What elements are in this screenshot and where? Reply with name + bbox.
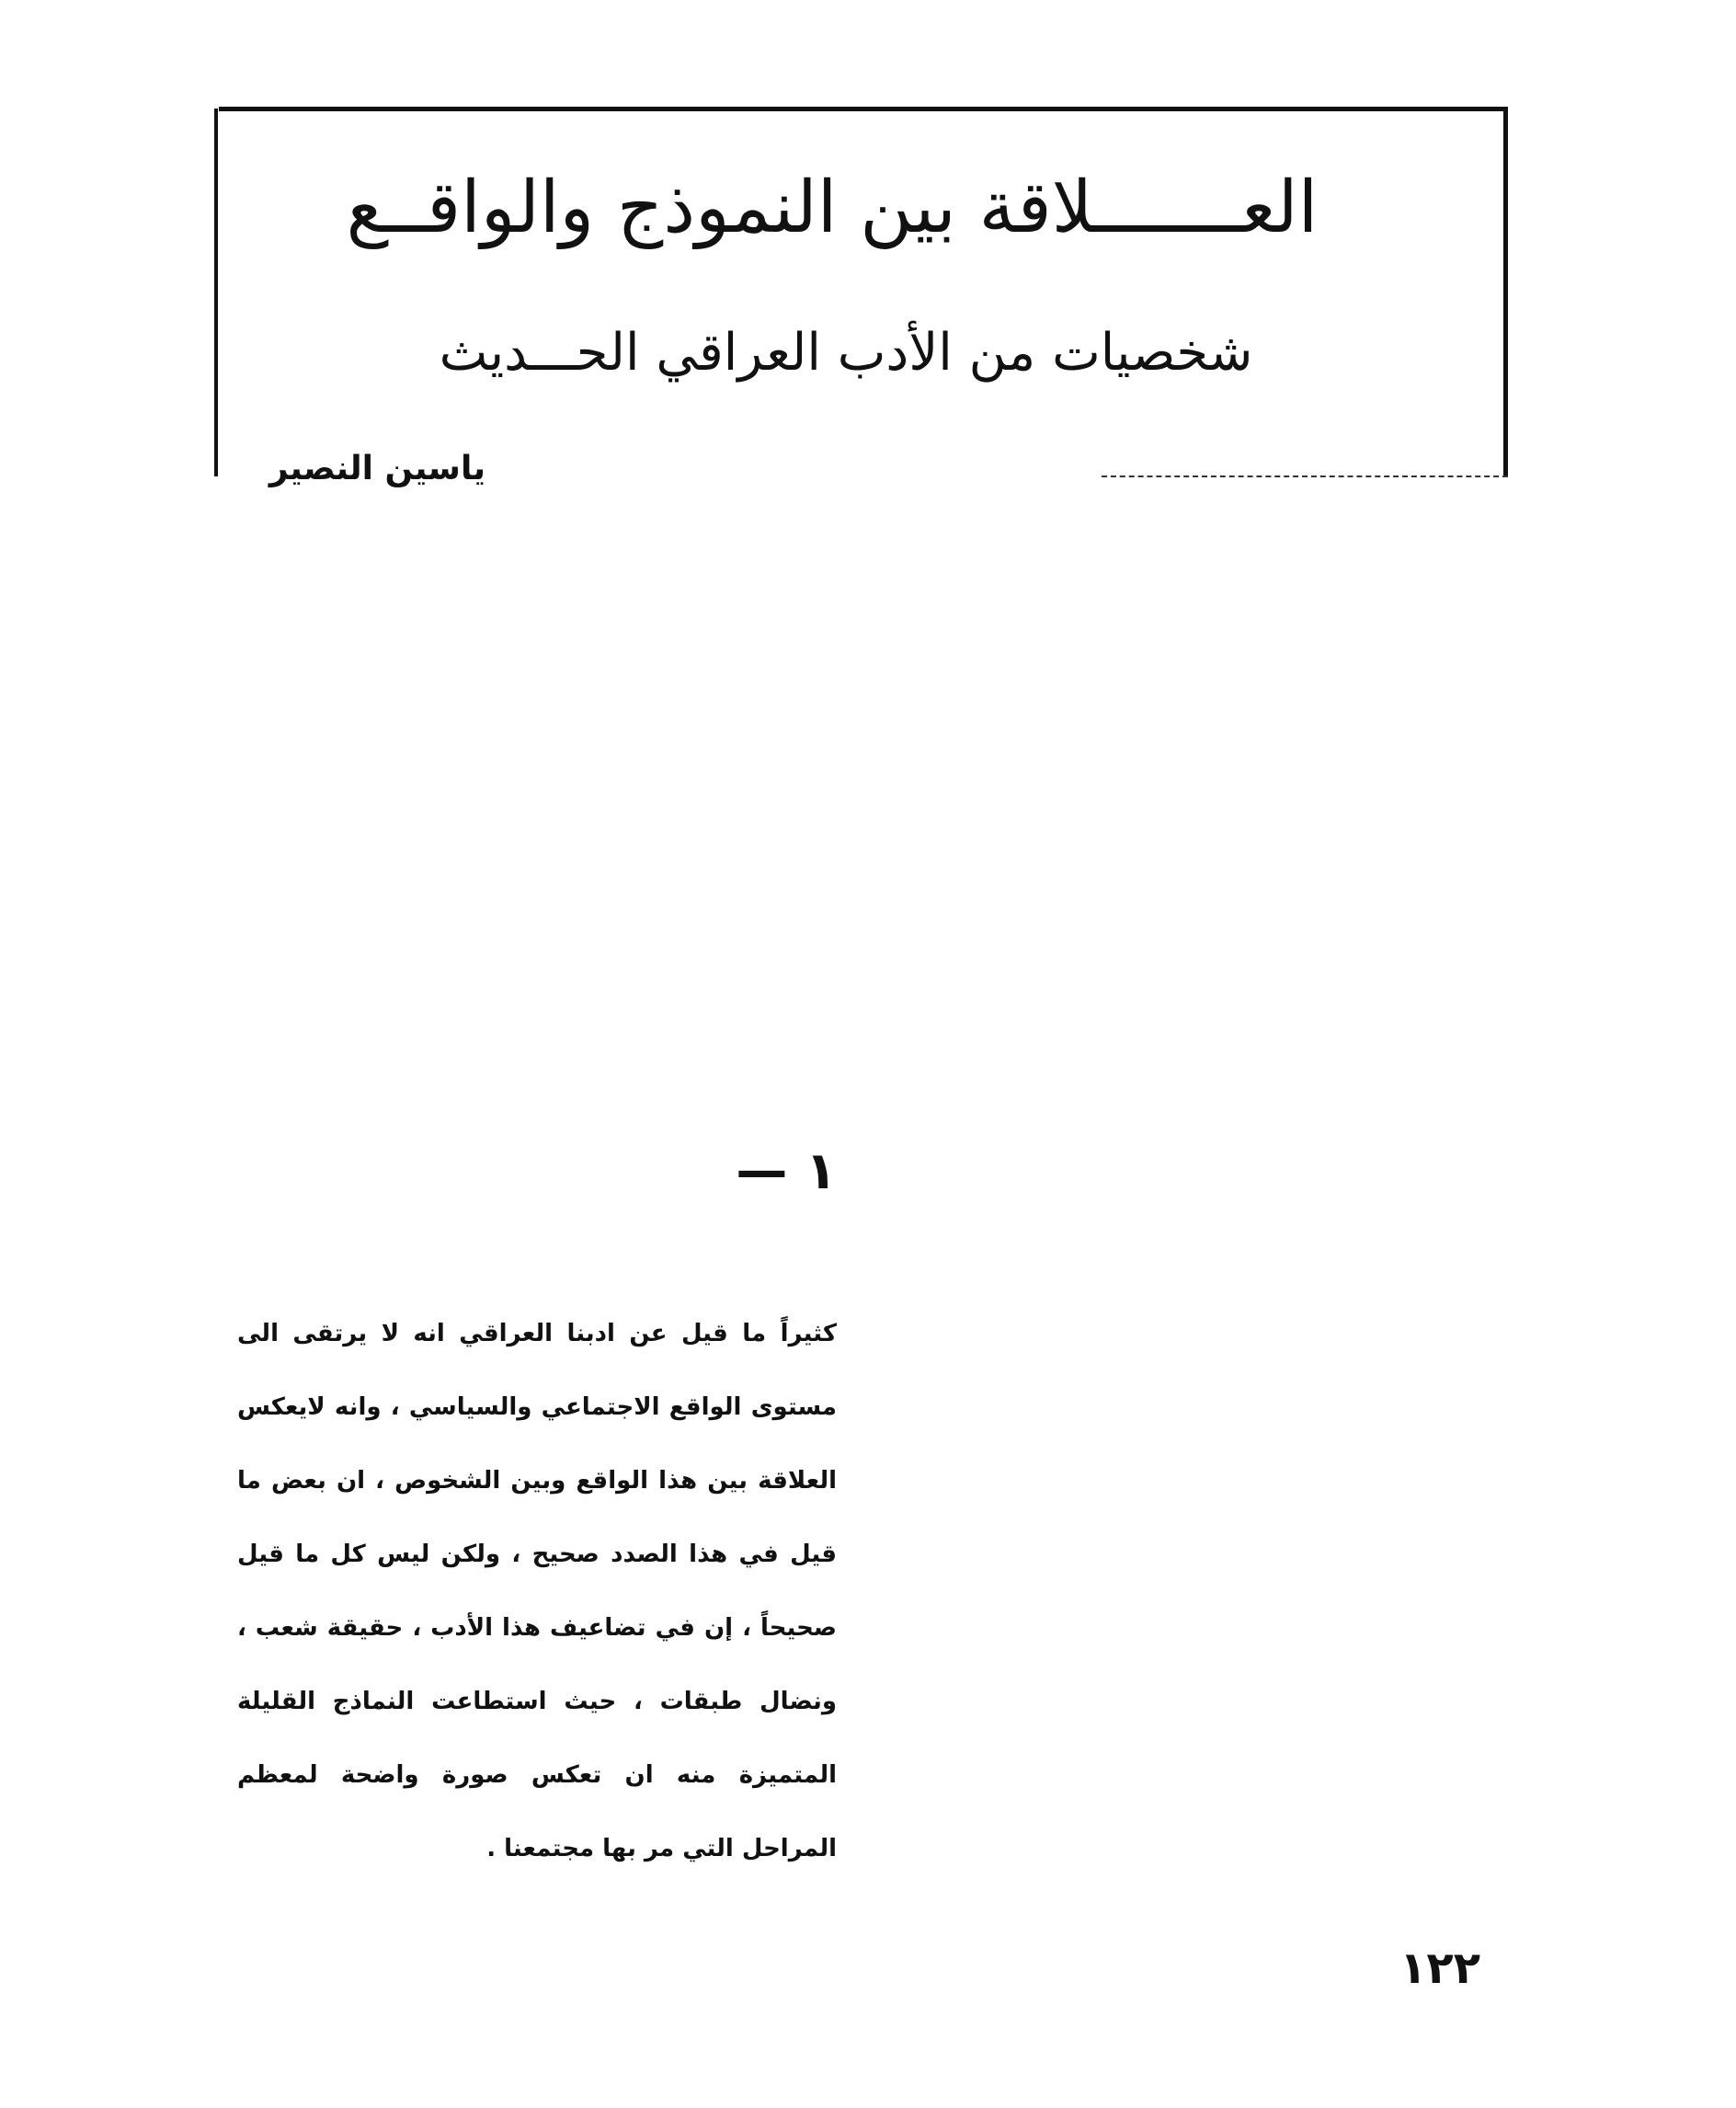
title-frame-right-rule	[1503, 109, 1508, 476]
section-number: ١ —	[736, 1141, 837, 1201]
title-frame-bottom-rule	[1102, 475, 1508, 477]
page-number: ١٢٢	[1399, 1942, 1480, 1994]
title-frame-left-rule	[214, 109, 218, 476]
article-title: العـــــــلاقة بين النموذج والواقــع	[346, 166, 1319, 249]
title-frame-top-rule	[219, 107, 1508, 111]
author-name: ياسين النصير	[268, 450, 485, 487]
body-paragraph: كثيراً ما قيل عن ادبنا العراقي انه لا يرتقى الى مستوى الواقع الاجتماعي والسياسي ، وانه لايعكس العلاقة بين هذا الواقع وبين الشخوص ، ان بعض ما قيل في هذا الصدد صحيح ، ولكن ليس كل ما قيل صحيحاً ، إن في تضاعيف هذا الأدب ، حقيقة شعب ، ونضال طبقات ، حيث استطاعت النماذج القليلة المتميزة منه ان تعكس صورة واضحة لمعظم المراحل التي مر بها مجتمعنا .	[237, 1320, 837, 1862]
article-subtitle: شخصيات من الأدب العراقي الحـــديث	[439, 323, 1253, 383]
